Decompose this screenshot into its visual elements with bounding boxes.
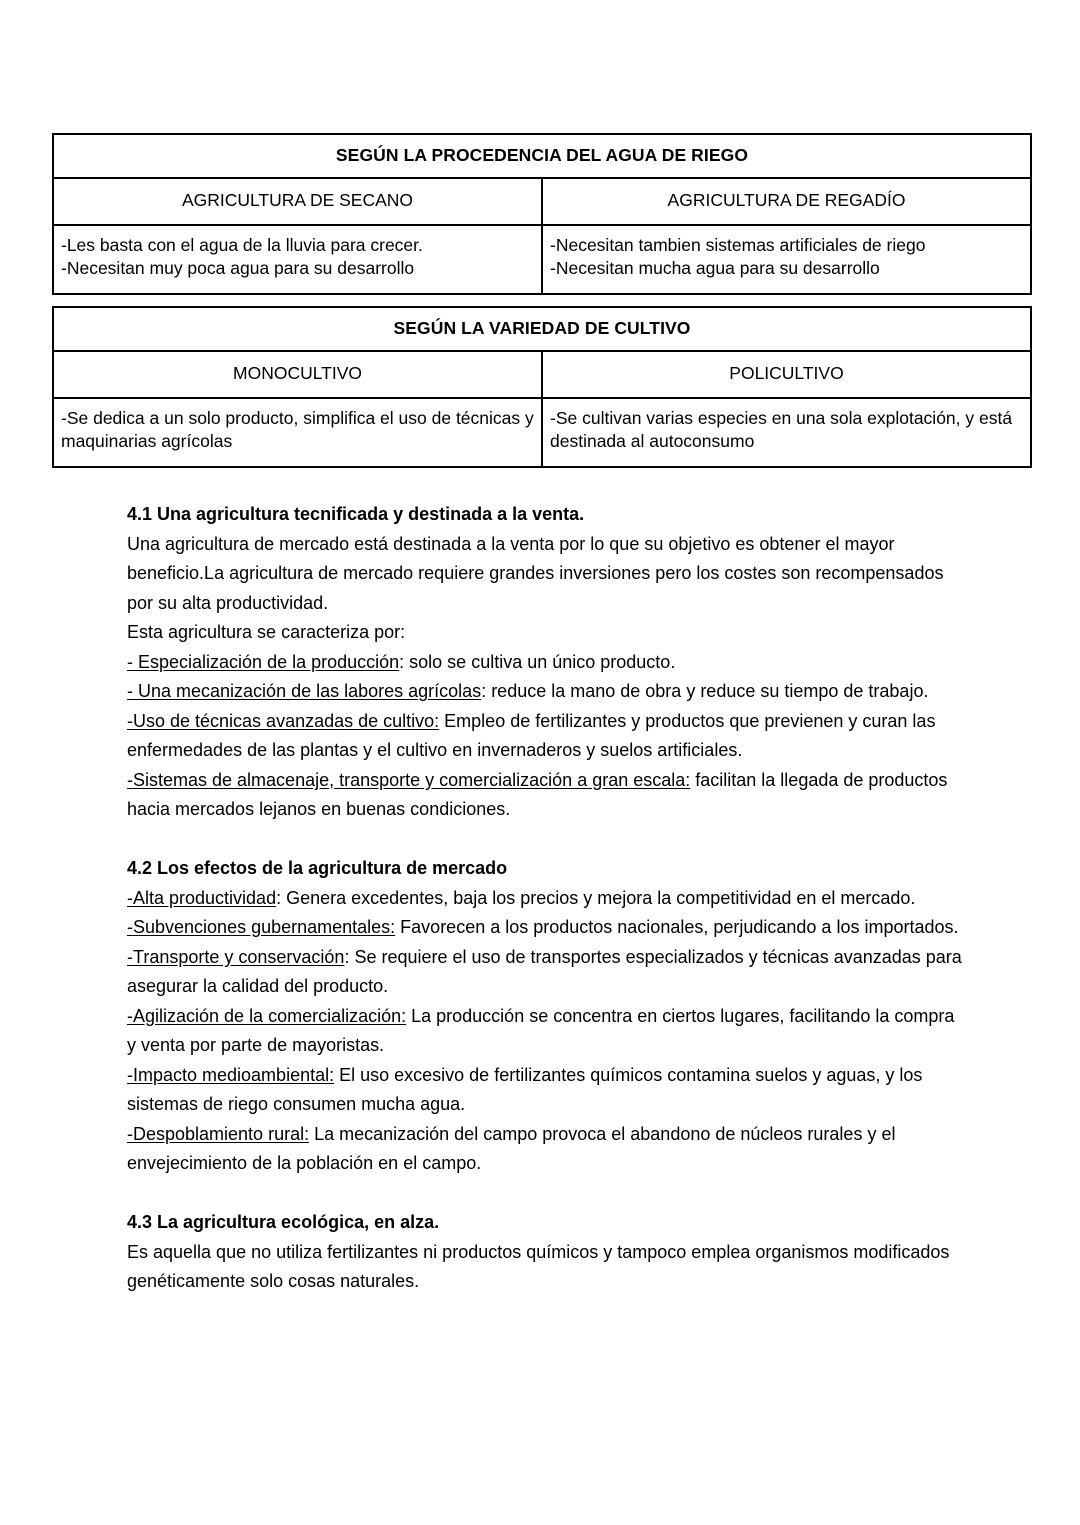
definition-term: -Sistemas de almacenaje, transporte y comercialización a gran escala:: [127, 769, 691, 790]
definition-term: - Una mecanización de las labores agrícolas: [127, 681, 482, 701]
paragraph: Es aquella que no utiliza fertilizantes ni productos químicos y tampoco emplea organismos modificados genéticamente solo cosas naturales.: [127, 1241, 950, 1291]
definition-item: [127, 884, 965, 914]
definition-description: facilitan la llegada de productos hacia mercados lejanos en buenas condiciones.: [127, 769, 948, 819]
section-spacer: [127, 825, 965, 855]
definition-item: [127, 1002, 965, 1061]
definition-description: Empleo de fertilizantes y productos que previenen y curan las enfermedades de las plantas y el cultivo en invernaderos y suelos artificiales.: [127, 710, 936, 760]
table-title: SEGÚN LA VARIEDAD DE CULTIVO: [53, 307, 1031, 351]
section-heading-4.3: 4.3 La agricultura ecológica, en alza.: [127, 1212, 440, 1232]
definition-item: [127, 1120, 965, 1179]
paragraph: Esta agricultura se caracteriza por:: [127, 622, 406, 642]
definition-term: -Alta productividad: [127, 887, 277, 908]
definition-item: [127, 677, 965, 707]
table-header-row: [53, 134, 1031, 178]
table-title: SEGÚN LA PROCEDENCIA DEL AGUA DE RIEGO: [53, 134, 1031, 178]
definition-description: : Se requiere el uso de transportes especializados y técnicas avanzadas para asegurar la calidad del producto.: [127, 946, 962, 996]
section-heading-4.1: 4.1 Una agricultura tecnificada y destinada a la venta.: [127, 504, 585, 524]
cell-regadio-description: -Necesitan tambien sistemas artificiales de riego -Necesitan mucha agua para su desarrollo: [542, 225, 1031, 295]
column-header-policultivo: POLICULTIVO: [542, 351, 1031, 397]
section-heading-4.2: 4.2 Los efectos de la agricultura de mercado: [127, 858, 508, 878]
table-column-header-row: [53, 351, 1031, 397]
definition-description: : reduce la mano de obra y reduce su tiempo de trabajo.: [481, 681, 929, 701]
document-body: [127, 500, 965, 1297]
definition-term: -Subvenciones gubernamentales:: [127, 917, 396, 937]
definition-item: [127, 648, 965, 678]
definition-term: -Impacto medioambiental:: [127, 1064, 335, 1085]
definition-description: La producción se concentra en ciertos lugares, facilitando la compra y venta por parte de mayoristas.: [127, 1005, 955, 1055]
definition-term: -Despoblamiento rural:: [127, 1123, 310, 1144]
definition-description: : Genera excedentes, baja los precios y mejora la competitividad en el mercado.: [276, 887, 916, 908]
table-procedencia-agua-riego: [52, 133, 1032, 295]
paragraph: Una agricultura de mercado está destinada a la venta por lo que su objetivo es obtener el mayor beneficio.La agricultura de mercado requiere grandes inversiones pero los costes son recompensados por su alta productividad.: [127, 533, 944, 613]
table-column-header-row: [53, 178, 1031, 224]
definition-item: [127, 913, 965, 943]
definition-term: -Uso de técnicas avanzadas de cultivo:: [127, 710, 440, 731]
table-row: [53, 398, 1031, 468]
table-row: [53, 225, 1031, 295]
column-header-monocultivo: MONOCULTIVO: [53, 351, 542, 397]
cell-policultivo-description: -Se cultivan varias especies en una sola explotación, y está destinada al autoconsumo: [542, 398, 1031, 468]
definition-item: [127, 1061, 965, 1120]
table-header-row: [53, 307, 1031, 351]
table-variedad-cultivo: [52, 306, 1032, 468]
definition-term: -Agilización de la comercialización:: [127, 1005, 407, 1026]
definition-item: [127, 766, 965, 825]
definition-description: El uso excesivo de fertilizantes químicos contamina suelos y aguas, y los sistemas de riego consumen mucha agua.: [127, 1064, 923, 1114]
definition-term: - Especialización de la producción: [127, 651, 400, 672]
definition-description: Favorecen a los productos nacionales, perjudicando a los importados.: [395, 917, 959, 937]
definition-term: -Transporte y conservación: [127, 946, 345, 967]
cell-secano-description: -Les basta con el agua de la lluvia para crecer. -Necesitan muy poca agua para su desarrollo: [53, 225, 542, 295]
column-header-regadio: AGRICULTURA DE REGADÍO: [542, 178, 1031, 224]
definition-description: : solo se cultiva un único producto.: [399, 651, 676, 672]
definition-description: La mecanización del campo provoca el abandono de núcleos rurales y el envejecimiento de la población en el campo.: [127, 1123, 896, 1173]
cell-monocultivo-description: -Se dedica a un solo producto, simplifica el uso de técnicas y maquinarias agrícolas: [53, 398, 542, 468]
definition-item: [127, 707, 965, 766]
definition-item: [127, 943, 965, 1002]
section-spacer: [127, 1179, 965, 1209]
column-header-secano: AGRICULTURA DE SECANO: [53, 178, 542, 224]
